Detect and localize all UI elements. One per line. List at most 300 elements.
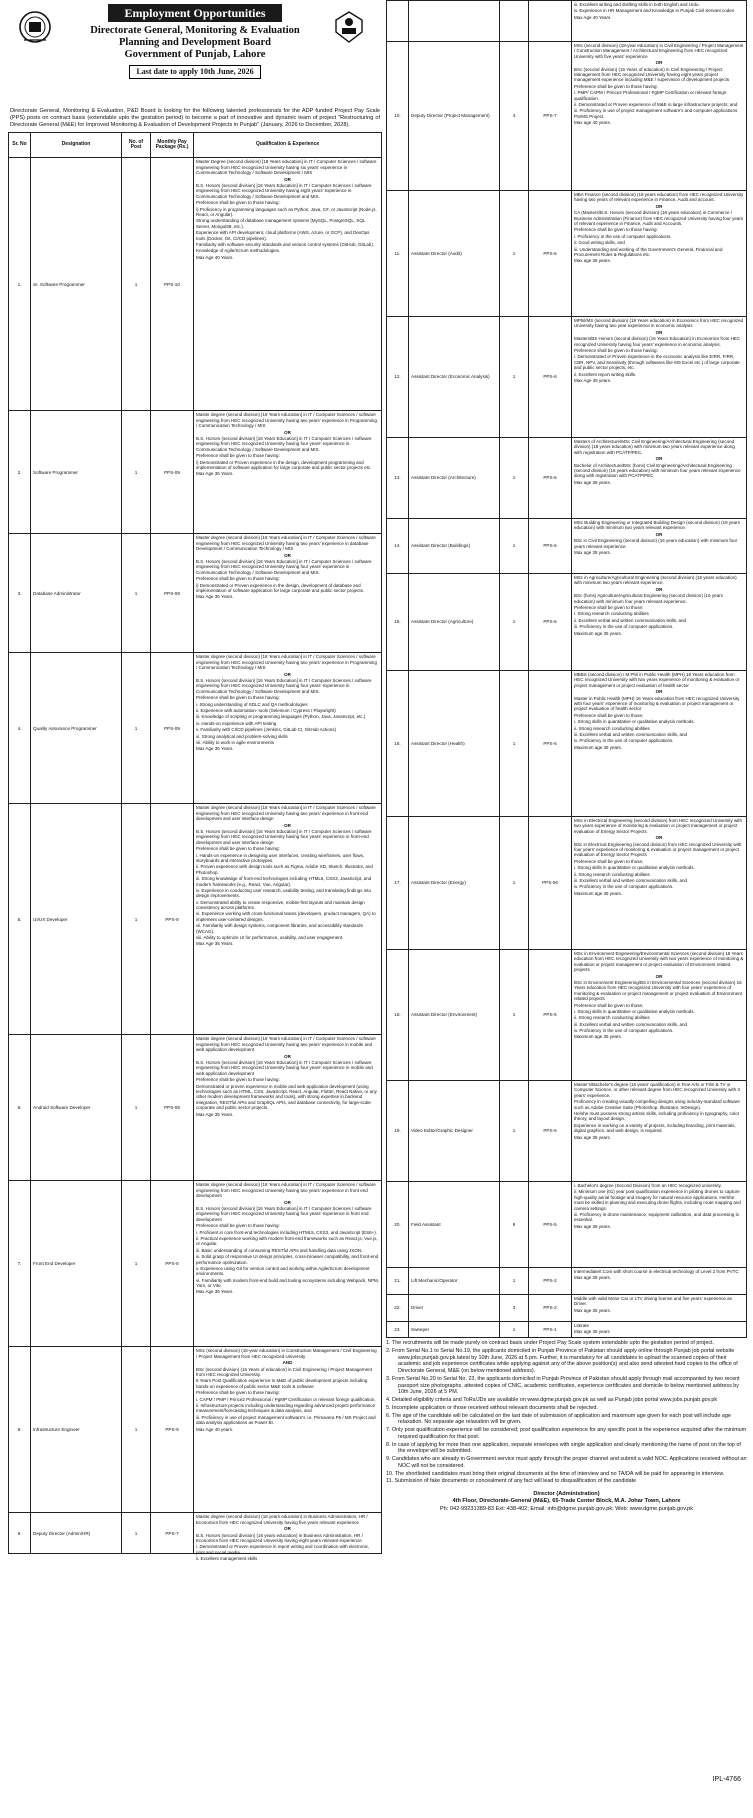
cell-qualification <box>194 1181 382 1347</box>
qualification-line: MSc Building Engineering or Integrated Building Design (second division) (18 years education) with minimum two years relevant experience. <box>574 520 740 531</box>
qualification-line: Max Age 35 Years. <box>196 1289 234 1295</box>
table-row <box>387 1182 747 1268</box>
qualification-line: OR <box>655 203 663 209</box>
cell-sr: 13. <box>387 438 409 519</box>
qualification-line: vi. Experience working with cross-functional teams (developers, product managers, QA) to implement user-centered designs. <box>196 911 376 922</box>
qualification-line: OR <box>655 835 663 841</box>
organization-name <box>8 25 382 61</box>
qualification-line: OR <box>655 973 663 979</box>
cell-designation: Deputy Director (Project Management) <box>409 42 500 191</box>
qualification-line: Max age 35 years. <box>574 1223 612 1229</box>
cell-qualification <box>572 519 747 574</box>
qualification-line: B.S. Honors (second division) [16 Years Education] in IT / Computer Sciences / software engineering from HEC recognized University having four years' experience in Communication Technology / Software Development and MIS. <box>196 436 372 452</box>
cell-pay: PPS-7 <box>151 1513 194 1554</box>
note-item: 3. From Serial No.20 to Serial No. 23, the applicants domiciled in Punjab Province of Pakistan should apply through mail accompanied by two recent passport size photographs, attested copies of CNIC, academic certificates, experience certificates and domicile to below mentioned address by 10th June, 2026 at 5 PM. <box>386 1375 740 1396</box>
header <box>8 0 382 104</box>
cell-designation: Deputy Director (Admin/HR) <box>31 1513 122 1554</box>
qualification-line: Preference shall be given to those having: <box>574 347 658 353</box>
qualification-line: BSc (second division) (16 Years of education) in Civil Engineering / Project Management from HEC recognized University. <box>196 1366 372 1377</box>
table-row <box>9 158 382 411</box>
qualification-line: iv. Proficiency in the use of computer applications. <box>574 1028 674 1034</box>
note-item: 7. Only post qualification experience will be considered; post qualification experience for any specific post is the experience acquired after the minimum required qualification for that post. <box>386 1427 747 1440</box>
qualification-line: Preference shall be given to those; <box>574 1002 644 1008</box>
qualification-line: iii. Proficiency in drone maintenance, equipment calibration, and data processing is essential. <box>574 1211 739 1223</box>
org-line: Government of Punjab, Lahore <box>124 49 266 61</box>
cell-pay: PPS-8 <box>151 1181 194 1347</box>
table-row <box>387 191 747 317</box>
col-header-posts: No. of Post <box>122 133 151 158</box>
cell-designation: Sweeper <box>409 1322 500 1338</box>
note-item: 1. The recruitments will be made purely on contract basis under Project Pay Scale system extendable upto the gestation period of project. <box>386 1340 715 1346</box>
cell-qualification <box>572 1322 747 1338</box>
cell-pay: PPS-06 <box>529 817 572 950</box>
contact-line: Ph: 042-99231389-83 Ext: 438-402; Email: info@dgme.punjab.gov.pk; Web: www.dgme.punjab.gov.pk <box>439 1505 694 1512</box>
qualification-line: Max age 35 years. <box>574 258 612 264</box>
qualification-line: iv. Solid grasp of responsive UI design principles, cross-browser compatibility, and front-end performance optimization. <box>196 1254 379 1265</box>
cell-sr: 11. <box>387 191 409 317</box>
cell-pay: PPS-9 <box>151 1347 194 1513</box>
note-item: 6. The age of the candidate will be calculated on the last date of submission of application and maximum age given for each post will include age relaxation. No separate age relaxation will be given. <box>386 1412 731 1426</box>
banner-title: Employment Opportunities <box>108 4 281 22</box>
cell-pay <box>529 1 572 42</box>
cell-sr: 20. <box>387 1182 409 1268</box>
qualification-line: MPhil/MS (second division) (18 Years education) in Economics from HEC recognized University having two year experience in economic analysis <box>574 318 744 329</box>
cell-designation: Assistant Director (Economic Analysis) <box>409 317 500 438</box>
cell-sr: 21. <box>387 1268 409 1295</box>
cell-qualification <box>194 1347 382 1513</box>
cell-posts: 1 <box>500 317 529 438</box>
qualification-line: Strong understanding of database management systems (MySQL, PostgreSQL, SQL Server, MongoDB, etc.). <box>196 218 366 229</box>
qualification-line: i. Proficient in core front-end technologies including HTML5, CSS3, and JavaScript (ES6+). <box>196 1229 377 1235</box>
cell-posts: 1 <box>122 1347 151 1513</box>
qualification-line: Preference shall be given to those having: <box>196 846 280 852</box>
cell-designation: Infrastructure Engineer <box>31 1347 122 1513</box>
qualification-line: Master degree (second division) [18 Years education] in IT / Computer Sciences / software engineering from HEC recognized University having two years' experience in Programming / Communication Technology / MIS <box>196 412 377 429</box>
qualification-line: i. Strong skills in quantitative or qualitative analysis methods. <box>574 865 695 871</box>
qualification-line: Knowledge of Agile/Scrum methodologies. <box>196 248 281 254</box>
cell-posts: 1 <box>500 1322 529 1338</box>
cell-pay: PPS-1 <box>529 1322 572 1338</box>
cell-sr: 9. <box>9 1513 31 1554</box>
table-row <box>387 438 747 519</box>
qualification-line: i. Strong understanding of SDLC and QA methodologies <box>196 701 308 707</box>
qualification-line: Max Age 40 Years. <box>574 14 612 20</box>
cell-sr: 3. <box>9 534 31 653</box>
qualification-line: BSc in Electrical Engineering (second division) from HEC recognized University with four years' experience of monitoring & evaluation or project management or project evaluation of Energy Sector Projects <box>574 841 742 858</box>
qualification-line: MSc (second division) (16-year education) in Construction Management / Civil Engineering / Project Management from HEC recognized University <box>196 1348 377 1359</box>
qualification-line: vii. Familiarity with design systems, component libraries, and accessibility standards (WCAG). <box>196 923 363 934</box>
right-table-body <box>387 1 747 1338</box>
cell-qualification <box>572 1081 747 1182</box>
cell-posts: 1 <box>122 1035 151 1181</box>
qualification-line: v. Experience using Git for version control and working within Agile/Scrum development environments. <box>196 1265 370 1277</box>
qualification-line: MSc in Electrical Engineering (second division) from HEC recognized University with two years experience of monitoring & evaluation or project management or project evaluation of Energy Sector Projects <box>574 818 743 834</box>
qualification-line: Max Age 35 Years. <box>196 471 234 477</box>
cell-sr: 8. <box>9 1347 31 1513</box>
qualification-line: Maximum age 35 years. <box>574 744 623 750</box>
qualification-line: Master degree (second division) [18 Years education] in IT / Computer Sciences / software engineering from HEC recognized University having two years' experience in mobile and web application development <box>196 1036 376 1053</box>
qualification-line: OR <box>284 822 291 828</box>
table-row <box>9 653 382 804</box>
qualification-line: OR <box>655 329 663 335</box>
table-row <box>9 534 382 653</box>
cell-designation: Driver <box>409 1295 500 1322</box>
cell-qualification <box>194 411 382 534</box>
qualification-line: i) Proficiency in programming languages such as Python, Java, C#, or JavaScript (Node.js, React, or Angular). <box>196 206 377 217</box>
cell-pay: PPS-6 <box>529 191 572 317</box>
qualification-line: Max Age 40 Years. <box>196 254 234 260</box>
qualification-line: v. Familiarity with CI/CD pipelines (Jenkins, GitLab CI, GitHub Actions) <box>196 727 336 733</box>
qualification-line: Preference shall be given to those having: <box>196 200 280 206</box>
cell-posts: 1 <box>122 1181 151 1347</box>
qualification-line: Max age 35 years. <box>574 1307 612 1313</box>
qualification-line: Max Age 35 Years. <box>196 1111 234 1117</box>
cell-qualification <box>572 950 747 1081</box>
cell-posts: 9 <box>500 1182 529 1268</box>
qualification-line: BSc (hons) Agriculture/Agricultural Engineering (second division) (16 years education) with minimum four years relevant experience. <box>574 593 723 604</box>
note-item: 2. From Serial No.1 to Serial No.19, the applicants domiciled in Punjab Province of Pakistan should apply online through Punjab job portal website www.jobs.punjab.gov.pk latest by 10th June, 2026 at 5 pm. Further, it is mandatory for all candidates to upload the scanned copies of their academic and job experience certificates while applying against any of the above position(s) and also send attested hard copies to the office of Directorate General, M&E (on below mentioned address). <box>386 1347 738 1374</box>
table-header-row <box>9 133 382 158</box>
qualification-line: ii. Good writing skills, and <box>574 240 625 246</box>
qualification-line: B.S. Honors (second division) [16 Years Education] in IT / Computer Sciences / software engineering from HEC recognized University having eight years' experience in Communication Technology / Software Development and MIS. <box>196 183 372 199</box>
qualification-line: OR <box>655 531 663 537</box>
qualification-line: iii. Knowledge of scripting or programming languages (Python, Java, JavaScript, etc.) <box>196 714 366 720</box>
note-item: 4. Detailed eligibility criteria and ToRs/JDs are available on www.dgme.punjab.gov.pk as well as Punjab jobs portal www.jobs.punjab.gov.pk <box>386 1397 718 1403</box>
table-row <box>387 574 747 671</box>
note-item: 11. Submission of fake documents or concealment of any fact will lead to disqualification of the candidate <box>386 1478 637 1485</box>
deadline-box: Last date to apply 10th June, 2026 <box>129 65 260 78</box>
org-line: Planning and Development Board <box>119 37 271 49</box>
table-row <box>387 950 747 1081</box>
cell-posts: 4 <box>500 42 529 191</box>
qualification-line: OR <box>655 586 663 592</box>
cell-posts: 1 <box>500 671 529 817</box>
col-header-sr: Sr. No <box>9 133 31 158</box>
note-item: 8. In case of applying for more than one application, separate envelopes with single application and clearly mentioning the name of post on the top of the envelope will be submitted. <box>386 1441 741 1455</box>
qualification-line: iii. Basic understanding of consuming RESTful APIs and handling data using JSON. <box>196 1247 363 1253</box>
qualification-line: Max Age 35 Years. <box>196 941 234 947</box>
qualification-line: Master degree (second division) [18 Years education] in IT / Computer Sciences / software engineering from HEC recognized University having two years' experience in database Development / Communication Technology / MIS <box>196 535 376 552</box>
table-row <box>9 1181 382 1347</box>
qualification-line: 6 Years Post Qualification experience in M&E of public development projects including hands-on experience of public sector M&E tools & software <box>196 1378 368 1389</box>
qualification-line: OR <box>284 552 291 558</box>
qualification-line: MBA Finance (second division) (18 years education) from HEC recognized University having two years of relevant experience in Finance, Audit and account. <box>574 192 744 203</box>
cell-qualification <box>572 317 747 438</box>
qualification-line: B.S. Honors (second division) [16 Years Education] in IT / Computer Sciences / software engineering from HEC recognized University having four years' experience in front-end development and user interface design <box>196 829 372 845</box>
cell-designation: Software Programmer <box>31 411 122 534</box>
cell-pay: PPS-6 <box>529 519 572 574</box>
cell-designation: Lift Mechanic/Operator <box>409 1268 500 1295</box>
qualification-line: OR <box>284 1053 291 1059</box>
cell-qualification <box>572 1295 747 1322</box>
qualification-line: Master degree (second division) [18 Years education] in IT / Computer Sciences / software engineering from HEC recognized University having two years' experience in Programming / Communication Technology / MIS <box>196 654 377 671</box>
qualification-line: Master degree (second division) [18 Years education] in IT / Computer Sciences / software engineering from HEC recognized University having two years' experience in front-end development and user interface design <box>196 805 376 822</box>
qualification-line: ii. Excellent report writing skills. <box>574 371 637 377</box>
qualification-line: Experience with API development, cloud platforms (AWS, Azure, or GCP), and DevOps tools (Docker, Git, CI/CD pipelines). <box>196 230 370 241</box>
table-row <box>9 411 382 534</box>
cell-pay: PPS-6 <box>529 317 572 438</box>
table-row <box>9 1035 382 1181</box>
cell-designation: UI/UX Developer <box>31 804 122 1035</box>
cell-posts: 1 <box>500 1268 529 1295</box>
qualification-line: Preference shall be given to those having: <box>196 1077 280 1083</box>
qualification-line: ii. Experience with automation- tools (Selenium / Cypress / Playwright) <box>196 707 336 713</box>
cell-designation: Assistant Director (Audit) <box>409 191 500 317</box>
qualification-line: Preference shall be given to those having: <box>196 1390 280 1396</box>
qualification-line: vii. Ability to work in agile environments <box>196 739 275 745</box>
cell-posts: 1 <box>500 519 529 574</box>
table-row <box>387 1 747 42</box>
cell-qualification <box>194 1513 382 1562</box>
qualification-line: iv. Experience in conducting user research, usability testing, and translating findings into design improvements. <box>196 887 372 899</box>
cell-designation: Database Administrator <box>31 534 122 653</box>
qualification-line: Middle with valid Motor Car or LTV driving license and five years' experience as Driver. <box>574 1296 732 1307</box>
qualification-line: i. Demonstrated or Proven experience in report writing and coordination with electronic, print and social media. <box>196 1544 370 1555</box>
qualification-line: iii. Excellent verbal and written communication skills, and <box>574 1021 688 1027</box>
cell-pay: PPS-6 <box>529 438 572 519</box>
qualification-line: v. Demonstrated ability to create responsive, mobile-first layouts and maintain design consistency across platforms. <box>196 899 365 911</box>
cell-sr <box>387 1 409 42</box>
cell-sr: 15. <box>387 574 409 671</box>
positions-table-right <box>386 0 747 1338</box>
cell-qualification <box>194 534 382 653</box>
col-header-pay: Monthly Pay Package (Rs.) <box>151 133 194 158</box>
qualification-line: ii. Minimum one (01) year post-qualification experience in piloting drones to capture high-quality aerial footage and imagery for natural resource applications. He/She must be skilled in planning and executing drone flights, including route mapping and camera settings. <box>574 1189 741 1211</box>
qualification-line: Max age 35 years. <box>574 479 612 485</box>
qualification-line: OR <box>655 689 663 695</box>
cell-designation: Assistant Director (Architecture) <box>409 438 500 519</box>
qualification-line: OR <box>284 429 291 435</box>
cell-pay: PPS-5 <box>529 1182 572 1268</box>
cell-sr: 22. <box>387 1295 409 1322</box>
qualification-line: Max Age 35 Years. <box>196 594 234 600</box>
cell-qualification <box>572 671 747 817</box>
qualification-line: i. Strong skills in quantitative or qualitative analysis methods. <box>574 719 695 725</box>
note-item: 10. The shortlisted candidates must bring their original documents at the time of interview and no TA/DA will be paid for appearing in interview. <box>386 1470 725 1477</box>
qualification-line: CA (Masters/B.S. Honors (second division) (16 years education) in Commerce / Business Administration (Finance) from HEC recognized University having four years of relevant experience in Finance, Audit and Accounts. <box>574 210 744 226</box>
cell-sr: 12. <box>387 317 409 438</box>
qualification-line: Master's/Bachelor's degree (16 years' qualification) in Fine Arts or Film & TV or Computer Science, or other relevant degree from HEC recognized University with 3 years' experience. <box>574 1082 740 1098</box>
cell-designation: Android Software Developer <box>31 1035 122 1181</box>
qualification-line: B.S. Honors (second division) [16 Years Education] in IT / Computer Sciences / software engineering from HEC recognized University having four years' experience in Communication Technology / Software Development and MIS. <box>196 559 372 575</box>
qualification-line: ii. Excellent verbal and written communication skills, and <box>574 617 687 623</box>
qualification-line: Proficiency in creating visually compelling designs using industry-standard software such as Adobe Creative Suite (Photoshop, Illustrator, InDesign). <box>574 1099 740 1110</box>
cell-pay: PPS-2 <box>529 1295 572 1322</box>
qualification-line: Preference shall be given to those having: <box>574 227 658 233</box>
qualification-line: ii. Demonstrated or Proven experience of M&E in large infrastructure projects; and <box>574 101 738 107</box>
cell-posts: 1 <box>122 653 151 804</box>
qualification-line: OR <box>284 1199 291 1205</box>
qualification-line: iii. Excellent writing and drafting skills in both English and Urdu. <box>574 2 700 7</box>
qualification-line: i. Bachelor's degree (Second Division) from an HEC recognized university. <box>574 1183 722 1188</box>
cell-posts: 1 <box>500 438 529 519</box>
cell-sr: 10. <box>387 42 409 191</box>
qualification-line: iv. Proficiency in the use of computer applications. <box>574 884 674 890</box>
qualification-line: Preference shall be given to those having: <box>196 695 280 701</box>
qualification-line: Experience in working on a variety of projects, including branding, print materials, digital graphics, and web design, is required. <box>574 1122 736 1134</box>
cell-qualification <box>572 438 747 519</box>
table-row <box>387 671 747 817</box>
qualification-line: Max age 35 years. <box>574 1134 612 1140</box>
cell-qualification <box>572 1268 747 1295</box>
qualification-line: iii. Excellent verbal and written communication skills, and <box>574 877 688 883</box>
qualification-line: vi. Strong analytical and problem-solving skills <box>196 733 288 739</box>
qualification-line: Master in Public Health (MPH) 16 Years education from HEC recognized University with four years' experience of monitoring & evaluation or project management or project evaluation of health sector <box>574 695 740 712</box>
note-item: 5. Incomplete application or those received without relevant documents shall be rejected. <box>386 1404 598 1411</box>
signature-block <box>386 1491 747 1513</box>
left-column <box>8 0 382 1818</box>
cell-qualification <box>572 42 747 191</box>
qualification-line: Demonstrated or proven experience in mobile and web application development (using technologies such as HTML, CSS, JavaScript, React, Angular, Flutter, React Native, or any other modern development frameworks and tools), with strong expertise in backend integration, RESTful APIs and GraphQL APIs, and database connectivity, for large-scale corporate and public sector projects. <box>196 1083 377 1111</box>
cell-pay: PPS-6 <box>529 1081 572 1182</box>
qualification-line: Max age 40 years. <box>574 120 612 126</box>
table-row <box>387 1322 747 1338</box>
qualification-line: Max age 35 years <box>574 1329 610 1335</box>
qualification-line: Preference shall be given to those having: <box>196 576 280 582</box>
qualification-line: Maximum age 35 years. <box>574 630 623 636</box>
cell-designation: Assistant Director (Energy) <box>409 817 500 950</box>
qualification-line: iii. Proficiency in the use of computer applications. <box>574 624 674 630</box>
qualification-line: MSc in Environment Engineering/Environmental Sciences (second division) 18 Years education from HEC recognized University with two years experience of monitoring & evaluation or project management or project evaluation of Environment related projects <box>574 951 744 973</box>
cell-sr: 4. <box>9 653 31 804</box>
qualification-line: MSc in Agriculture/Agricultural Engineering (second division) (18 years education) with minimum two years relevant experience. <box>574 575 737 586</box>
qualification-line: Max Age 35 Years. <box>196 746 234 752</box>
qualification-line: MBBS (second division) / M.Phil in Public Health (MPH) 18 Years education from HEC recognized University with two years experience of monitoring & evaluation or project management or project evaluation of health sector <box>574 672 740 688</box>
cell-pay: PPS-09 <box>151 653 194 804</box>
qualification-line: OR <box>284 176 291 182</box>
qualification-line: Masters of Architecture/MSc Civil Engineering/Architectural Engineering (second division) (18 years education) with minimum two years relevant experience along with registration with PCATP/PEC. <box>574 439 735 455</box>
cell-qualification <box>572 191 747 317</box>
cell-qualification <box>194 158 382 411</box>
table-row <box>387 1295 747 1322</box>
qualification-line: i. Strong skills in quantitative or qualitative analysis methods. <box>574 1008 695 1014</box>
qualification-line: ii. Excellent management skills <box>196 1556 258 1562</box>
cell-pay: PPS-6 <box>529 574 572 671</box>
cell-sr: 16. <box>387 671 409 817</box>
table-row <box>387 1268 747 1295</box>
table-row <box>9 1347 382 1513</box>
qualification-line: Preference shall be given to those; <box>574 604 644 610</box>
cell-sr: 18. <box>387 950 409 1081</box>
qualification-line: Preference shall be given to those having: <box>574 83 658 89</box>
cell-qualification <box>572 1 747 42</box>
cell-pay: PPS-09 <box>151 1035 194 1181</box>
qualification-line: viii. Ability to optimize UI for performance, usability, and user engagement. <box>196 935 344 941</box>
cell-designation: Front End Developer <box>31 1181 122 1347</box>
ipl-number: IPL-4766 <box>712 1775 741 1783</box>
table-row <box>9 1513 382 1554</box>
col-header-qualification: Qualification & Experience <box>194 133 382 158</box>
cell-designation: Assistant Director (Buildings) <box>409 519 500 574</box>
cell-qualification <box>194 1035 382 1181</box>
cell-posts: 1 <box>500 1081 529 1182</box>
cell-qualification <box>194 653 382 804</box>
cell-sr: 5. <box>9 804 31 1035</box>
cell-designation: Field Assistant <box>409 1182 500 1268</box>
cell-designation: Video Editor/Graphic Designer <box>409 1081 500 1182</box>
intro-paragraph: Directorate General, Monitoring & Evaluation, P&D Board is looking for the following talented professionals for the ADP funded Project Pay Scale (PPS) posts on contract basis (extendable upto the gestation period) to become a part of innovative and dynamic team of project "Restructuring of Directorate General (M&E) for Improved Monitoring & Evaluation of Development Projects in Punjab" (January, 2026 to December, 2028). <box>10 108 380 128</box>
qualification-line: i. CAPM / PMP / Prince2 Professional / PgMP Certification or relevant foreign qualification. <box>196 1396 376 1402</box>
cell-sr: 17. <box>387 817 409 950</box>
qualification-line: AND <box>282 1360 293 1366</box>
cell-sr: 23. <box>387 1322 409 1338</box>
cell-pay: PPS-2 <box>529 1268 572 1295</box>
qualification-line: Literate <box>574 1323 590 1328</box>
qualification-line: B.S. Honors (second division) [16 Years Education] in IT / Computer Sciences / software engineering from HEC recognized University having four years' experience in Communication Technology / Software Development and MIS. <box>196 678 372 694</box>
positions-table-left <box>8 132 382 1562</box>
punjab-govt-emblem-icon <box>332 10 366 44</box>
qualification-line: i) Demonstrated or Proven experience in the design, development of database and implementation of software application for large corporate and public sector projects. <box>196 582 365 593</box>
qualification-line: i. Strong research conducting abilities <box>574 611 649 617</box>
table-row <box>387 317 747 438</box>
qualification-line: i. Demonstrated or Proven experience in the economic analysis like EIRR, FIRR, CBR, NPV, and Sensitivity (through softwares like MS Excel etc.) of large corporate and public sector projects, etc. <box>574 354 740 371</box>
qualification-line: ii. Practical experience working with modern front-end frameworks such as React.js, Vue.js, or Angular. <box>196 1235 378 1247</box>
qualification-line: Master degree (second division) (16 years education) in Business Administration, HR / Economics from HEC recognized University having five years relevant experience <box>196 1514 368 1525</box>
qualification-line: iii. Proficiency in use of project management software's i.e. Primavera P6 / MS Project and data analysis applications as Power BI. <box>196 1414 376 1426</box>
note-item: 9. Candidates who are already in Government service must apply through the proper channel and submit a valid NOC. Applications received without an NOC will not be considered. <box>386 1456 747 1469</box>
qualification-line: Intermediate/I.Com with short course in electrical technology of Level 2 from PVTC <box>574 1269 739 1274</box>
qualification-line: iv. Proficiency in the use of computer applications. <box>574 738 674 744</box>
qualification-line: Maximum age 35 years. <box>574 1034 623 1040</box>
qualification-line: B.S. Honors (second division) [16 Years Education] in IT / Computer Sciences / software engineering from HEC recognized University having four years' experience in front end development <box>196 1206 372 1222</box>
qualification-line: OR <box>655 60 663 66</box>
cell-posts <box>500 1 529 42</box>
cell-sr: 14. <box>387 519 409 574</box>
cell-qualification <box>572 1182 747 1268</box>
office-address: 4th Floor, Directorate-General (M&E), 65-Trade Center Block, M.A. Johar Town, Lahore <box>452 1498 681 1505</box>
qualification-line: ii. Strong research conducting abilities <box>574 725 650 731</box>
qualification-line: Preference shall be given to those; <box>574 712 644 718</box>
table-row <box>387 42 747 191</box>
cell-qualification <box>572 574 747 671</box>
qualification-line: iii. Strong knowledge of front-end technologies including HTML5, CSS3, JavaScript, and modern frameworks (e.g., React, Vue, Angular). <box>196 876 372 887</box>
table-row <box>387 519 747 574</box>
table-row <box>387 1081 747 1182</box>
qualification-line: Familiarity with software security standards and version control systems (GitHub, GitLab). <box>196 241 375 247</box>
cell-designation: Assistant Director (Environment) <box>409 950 500 1081</box>
qualification-line: vi. Familiarity with modern front-end build and tooling ecosystems including Webpack, NPM, Yarn, or Vite. <box>196 1277 379 1289</box>
cell-designation: Quality Assurance Programmer <box>31 653 122 804</box>
qualification-line: i. Hands-on experience in designing user interfaces, creating wireframes, user flows, storyboards and interactive prototypes. <box>196 852 365 863</box>
qualification-line: Preference shall be given to those; <box>574 858 644 864</box>
right-column <box>386 0 747 1818</box>
cell-sr: 2. <box>9 411 31 534</box>
qualification-line: B.S. Honors (second division) [16 Years Education] in IT / Computer Sciences / software engineering from HEC recognized University having four years' experience in mobile and web application development <box>196 1060 373 1076</box>
qualification-line: i. PMP/ CAPM / Prince2 Professional / PgMP Certification or relevant foreign qualification. <box>574 90 727 101</box>
cell-posts: 1 <box>500 817 529 950</box>
qualification-line: i. Proficiency in the use of computer applications. <box>574 233 672 239</box>
cell-pay: PPS-6 <box>529 671 572 817</box>
cell-designation: Sr. Software Programmer <box>31 158 122 411</box>
cell-designation <box>409 1 500 42</box>
cell-posts: 3 <box>500 1295 529 1322</box>
cell-qualification <box>572 817 747 950</box>
cell-posts: 1 <box>122 158 151 411</box>
signatory-title: Director (Administration) <box>533 1491 600 1497</box>
cell-designation: Assistant Director (Health) <box>409 671 500 817</box>
cell-posts: 1 <box>500 950 529 1081</box>
cell-sr: 7. <box>9 1181 31 1347</box>
qualification-line: BSc (second division) (16 Years of education) in Civil Engineering / Project Management from HEC recognized University having eight years project management experience including M&E / supervision of development projects <box>574 66 730 83</box>
qualification-line: B.S. Honors (second division) (16 years education) in Business Administration, HR / Economics from HEC recognized University having eight years relevant experience. <box>196 1532 363 1543</box>
dgme-logo-icon <box>18 10 52 44</box>
qualification-line: iii. Understanding and working of the Government's General, Financial and Procurement Rules & Regulations etc. <box>574 246 723 257</box>
qualification-line: iii. Excellent verbal and written communication skills, and <box>574 731 688 737</box>
cell-posts: 1 <box>122 1513 151 1554</box>
qualification-line: MSc (second division) (18-year education) in Civil Engineering / Project Management / Construction Management / Architectural Engineering from HEC recognized University with five years' experience <box>574 43 744 59</box>
qualification-line: Bachelor of Architecture/BSc (hons) Civil Engineering/Architectural Engineering (second division) (16 years education) with minimum four years relevant experience along with registration with PCATP/PEC <box>574 462 741 479</box>
qualification-line: BSc in Environment Engineering/BS in Environmental Sciences (second division) 16 Years education from HEC recognized University with four years' experience of monitoring & evaluation or project management or project evaluation of Environment related projects <box>574 979 742 1002</box>
